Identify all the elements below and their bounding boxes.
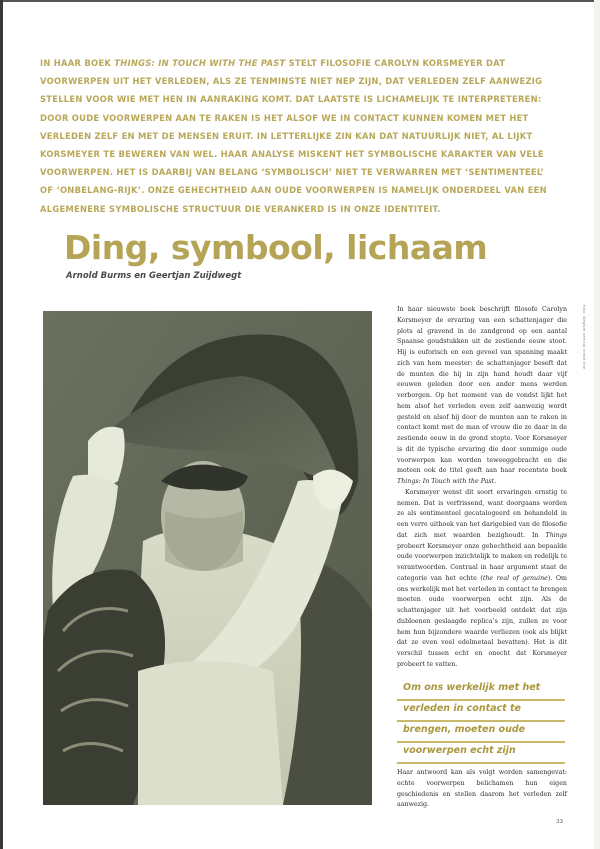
page-right-edge <box>594 0 600 849</box>
article-byline: Arnold Burms en Geertjan Zuijdwegt <box>66 271 242 281</box>
pull-quote-line: brengen, moeten oude <box>397 722 565 743</box>
body-text: In haar nieuwste boek beschrijft filosofe Carolyn Korsmeyer de ervaring van een schattenjager die plots al gravend in de zandgrond op een aantal Spaanse goudstukken uit de zestiende eeuw stoot. Hij is euforisch en een gevoel van spanning maakt zich van hem meester: de schattenjager beseft dat de munten die hij in zijn hand houdt daar vijf eeuwen geleden door een ander mens werden verborgen. Op het moment van de vondst lijkt het hem alsof het verleden even zelf aanwezig wordt gesteld en alsof hij door de munten aan te raken in contact komt met de man of vrouw die ze daar in de zestiende eeuw in de grond stopte. Voor Korsmeyer is dit de typische ervaring die door sommige oude voorwerpen kan worden teweeggebracht en die meteen ook de titel geeft aan haar recentste boek <box>397 306 567 475</box>
body-text: . <box>494 478 497 485</box>
pull-quote <box>397 680 565 764</box>
body-paragraph-2 <box>397 488 567 671</box>
pull-quote-line: Om ons werkelijk met het <box>397 680 565 701</box>
body-text: probeert Korsmeyer onze gehechtheid aan bepaalde oude voorwerpen inzichtelijk te maken en redelijk te verantwoorden. Centraal in haar argument staat de categorie van het echte ( <box>397 542 567 582</box>
term-italic: the real of genuine <box>482 574 548 582</box>
page-number: 33 <box>556 819 563 825</box>
body-text: Korsmeyer wenst dit soort ervaringen ernstig te nemen. Dat is verfrissend, want doorgaans worden ze als sentimenteel gecatalogeerd en behandeld in een verre uithoek van het darigebied van de filosofie dat zich met waarden bezighoudt. In <box>397 488 567 539</box>
body-text: ). Om ons werkelijk met het verleden in contact te brengen moeten oude voorwerpen echt zijn. Als de schattenjager uit het voorbeeld ontdekt dat zijn dubloenen geslaagde replica’s zijn, zullen ze voor hem hun bijzondere waarde verliezen (ook als blijkt dat ze even veel edelmetaal bevatten). Het is dit verschil tussen echt en onecht dat Korsmeyer probeert te vatten. <box>397 574 568 668</box>
book-title-italic: Things: In Touch with the Past <box>397 478 495 485</box>
body-paragraph-1 <box>397 305 567 488</box>
article-photo <box>43 311 372 805</box>
closing-paragraph <box>397 768 567 811</box>
pull-quote-line: voorwerpen echt zijn <box>397 743 565 764</box>
napoleon-portrait-image <box>43 311 372 805</box>
pull-quote-line: verleden in contact te <box>397 701 565 722</box>
intro-paragraph <box>40 54 560 218</box>
page-top-edge <box>0 0 600 2</box>
article-title: Ding, symbool, lichaam <box>64 228 488 267</box>
intro-text-rest: STELT FILOSOFIE CAROLYN KORSMEYER DAT VOORWERPEN UIT HET VERLEDEN, ALS ZE TENMINSTE NIET NEP ZIJN, DAT VERLEDEN ZELF AANWEZIG STELLEN VOOR WIE MET HEN IN AANRAKING KOMT. DAT LAATSTE IS LICHAMELIJK TE INTERPRETEREN: DOOR OUDE VOORWERPEN AAN TE RAKEN IS HET ALSOF WE IN CONTACT KUNNEN KOMEN MET HET VERLEDEN ZELF EN MET DE MENSEN ERUIT. IN LETTERLIJKE ZIN KAN DAT NATUURLIJK NIET, AL LIJKT KORSMEYER TE BEWEREN VAN WEL. HAAR ANALYSE MISKENT HET SYMBOLISCHE KARAKTER VAN VELE VOORWERPEN. HET IS DAARBIJ VAN BELANG ‘SYMBOLISCH’ NIET TE VERWARREN MET ‘SENTIMENTEEL’ OF ‘ONBELANG-RIJK’. ONZE GEHECHTHEID AAN OUDE VOORWERPEN IS NAMELIJK ONDERDEEL VAN EEN ALGEMENERE SYMBOLISCHE STRUCTUUR DIE VERANKERD IS IN ONZE IDENTITEIT. <box>40 58 547 214</box>
body-column <box>397 305 567 671</box>
intro-text-start: IN HAAR BOEK <box>40 58 115 68</box>
intro-book-title: THINGS: IN TOUCH WITH THE PAST <box>114 58 286 68</box>
closing-text: Haar antwoord kan als volgt worden samengevat: echte voorwerpen belichamen hun eigen geschiedenis en stellen daarom het verleden zelf aanwezig. <box>397 769 567 809</box>
photo-credit: foto: illegible vertical credit line <box>582 305 586 370</box>
page-left-edge <box>0 0 3 849</box>
book-title-italic: Things <box>545 531 567 539</box>
